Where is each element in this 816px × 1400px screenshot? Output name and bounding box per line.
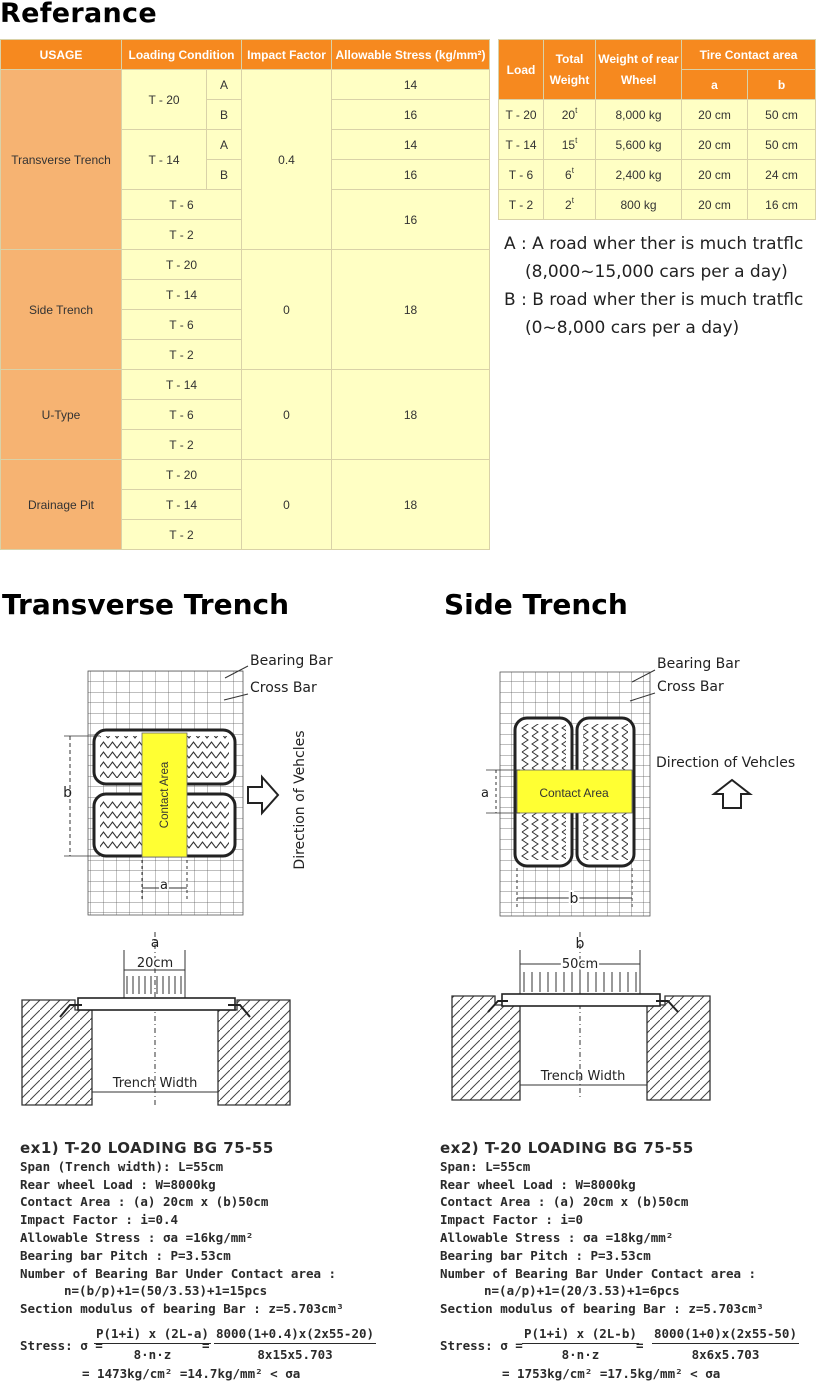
example-1-line: n=(b/p)+1=(50/3.53)+1=15pcs: [64, 1283, 268, 1299]
load-arrows: [127, 976, 181, 994]
rear-cell: 2,400 kg: [596, 160, 682, 190]
example-2-line: Section modulus of bearing Bar : z=5.703cm³: [440, 1301, 764, 1317]
transverse-trench-title: Transverse Trench: [2, 588, 290, 621]
cross-bar-label: Cross Bar: [657, 679, 724, 695]
total-cell: 6$^t$: [544, 160, 596, 190]
contact-area-label: Contact Area: [539, 786, 609, 800]
stress-cell: 14: [332, 130, 490, 160]
header-usage: USAGE: [1, 40, 122, 70]
example-2-line: Bearing bar Pitch : P=3.53cm: [440, 1247, 651, 1263]
up-arrow-icon: [714, 780, 750, 808]
right-arrow-icon: [248, 777, 278, 813]
reference-table: [0, 39, 490, 550]
example-2-line: n=(a/p)+1=(20/3.53)+1=6pcs: [484, 1283, 680, 1299]
loading-cell: T - 6: [122, 400, 242, 430]
example-1-line: Impact Factor : i=0.4: [20, 1212, 179, 1228]
usage-utype: U-Type: [1, 370, 122, 460]
cross-bar-label: Cross Bar: [250, 680, 317, 696]
loading-cell: T - 20: [122, 70, 207, 130]
stress-label: Stress: σ =: [440, 1338, 523, 1353]
loading-cell: T - 2: [122, 430, 242, 460]
formula-fraction: $\frac{8000(1+0.4)x(2x55-20)}{8x15x5.703}$: [216, 1326, 375, 1362]
transverse-plan-diagram: [0, 640, 410, 930]
example-1: [20, 1140, 344, 1318]
example-2-line: Span: L=55cm: [440, 1158, 531, 1174]
impact-cell: 0.4: [242, 70, 332, 250]
load-cell: T - 6: [499, 160, 544, 190]
header-allowable-stress: Allowable Stress (kg/mm²): [332, 40, 490, 70]
bearing-bar-label: Bearing Bar: [250, 653, 333, 669]
stress-cell: 14: [332, 70, 490, 100]
a-cell: 20 cm: [682, 100, 748, 130]
header-impact-factor: Impact Factor: [242, 40, 332, 70]
stress-cell: 16: [332, 190, 490, 250]
example-1-line: Contact Area : (a) 20cm x (b)50cm: [20, 1194, 269, 1210]
loading-cell: T - 14: [122, 370, 242, 400]
formula-fraction: $\frac{P(1+i) x (2L-a)}{8\cdot n\cdot z}$: [96, 1326, 209, 1362]
note-b: B : B road wher ther is much tratflc: [504, 290, 804, 310]
formula-fraction: $\frac{8000(1+0)x(2x55-50)}{8x6x5.703}$: [654, 1326, 797, 1362]
example-2-line: Rear wheel Load : W=8000kg: [440, 1176, 636, 1192]
b-cell: 16 cm: [748, 190, 816, 220]
rear-cell: 8,000 kg: [596, 100, 682, 130]
dim-b-label: b: [575, 936, 585, 952]
note-b-traffic: (0~8,000 cars per a day): [525, 318, 740, 338]
a-cell: 20 cm: [682, 160, 748, 190]
loading-cell: T - 14: [122, 490, 242, 520]
table-header-row: [1, 40, 490, 70]
loading-cell: T - 2: [122, 520, 242, 550]
side-plan-diagram: [440, 640, 816, 930]
class-cell: B: [207, 100, 242, 130]
example-1-heading: ex1) T-20 LOADING BG 75-55: [20, 1139, 274, 1157]
impact-cell: 0: [242, 370, 332, 460]
stress-cell: 16: [332, 100, 490, 130]
example-1-line: Section modulus of bearing Bar : z=5.703cm³: [20, 1301, 344, 1317]
stress-label: Stress: σ =: [20, 1338, 103, 1353]
table-row: [499, 160, 816, 190]
usage-transverse: Transverse Trench: [1, 70, 122, 250]
dim-a-label: a: [150, 935, 160, 951]
stress-result: = 1473kg/cm² =14.7kg/mm² < σa: [82, 1366, 301, 1381]
class-cell: B: [207, 160, 242, 190]
loading-cell: T - 20: [122, 250, 242, 280]
example-2-heading: ex2) T-20 LOADING BG 75-55: [440, 1139, 694, 1157]
dim-b-label: b: [63, 785, 72, 801]
note-a: A : A road wher ther is much tratflc: [504, 234, 804, 254]
load-cell: T - 14: [499, 130, 544, 160]
table-row: [1, 460, 490, 490]
class-cell: A: [207, 70, 242, 100]
formula-fraction: $\frac{P(1+i) x (2L-b)}{8\cdot n\cdot z}$: [524, 1326, 637, 1362]
table-row: [499, 190, 816, 220]
b-cell: 50 cm: [748, 100, 816, 130]
example-2-line: Impact Factor : i=0: [440, 1212, 583, 1228]
table-row: [1, 250, 490, 280]
direction-label: Direction of Vehcles: [656, 755, 796, 771]
example-2-line: Allowable Stress : σa =18kg/mm²: [440, 1229, 674, 1245]
header-loading-condition: Loading Condition: [122, 40, 242, 70]
loading-cell: T - 6: [122, 190, 242, 220]
bearing-bar-label: Bearing Bar: [657, 656, 740, 672]
example-2: [440, 1140, 764, 1318]
example-1-line: Span (Trench width): L=55cm: [20, 1158, 224, 1174]
load-width-value: 50cm: [561, 957, 599, 972]
usage-drainage-pit: Drainage Pit: [1, 460, 122, 550]
total-cell: 2$^t$: [544, 190, 596, 220]
rear-cell: 800 kg: [596, 190, 682, 220]
stress-cell: 18: [332, 250, 490, 370]
example-1-line: Bearing bar Pitch : P=3.53cm: [20, 1247, 231, 1263]
header-rear-weight: Weight of rear Wheel: [596, 40, 682, 100]
table-row: [1, 370, 490, 400]
loading-cell: T - 2: [122, 340, 242, 370]
impact-cell: 0: [242, 460, 332, 550]
header-a: a: [682, 70, 748, 100]
loading-cell: T - 14: [122, 280, 242, 310]
header-load: Load: [499, 40, 544, 100]
contact-area-label: Contact Area: [159, 761, 171, 829]
header-total-weight: Total Weight: [544, 40, 596, 100]
load-width-value: 20cm: [136, 956, 174, 971]
header-tire-contact: Tire Contact area: [682, 40, 816, 70]
stress-cell: 18: [332, 370, 490, 460]
trench-width-label: Trench Width: [112, 1076, 198, 1091]
table-row: [499, 100, 816, 130]
dim-b-label: b: [569, 891, 579, 907]
table-row: [1, 70, 490, 100]
side-trench-title: Side Trench: [444, 588, 628, 621]
load-cell: T - 20: [499, 100, 544, 130]
example-2-formula: Stress: σ = $\frac{P(1+i) x (2L-b)}{8\cdot n\cdot z}$ = $\frac{8000(1+0)x(2x55-50)}{8x6x5.703}$ = 1753kg/cm² =17.5kg/mm² < σa: [440, 1326, 797, 1381]
page-title: Referance: [0, 0, 157, 29]
table-header-row: [499, 40, 816, 70]
a-cell: 20 cm: [682, 190, 748, 220]
b-cell: 24 cm: [748, 160, 816, 190]
loading-cell: T - 2: [122, 220, 242, 250]
transverse-section-diagram: [0, 930, 300, 1110]
example-1-line: Number of Bearing Bar Under Contact area :: [20, 1265, 337, 1281]
example-1-line: Rear wheel Load : W=8000kg: [20, 1176, 216, 1192]
load-cell: T - 2: [499, 190, 544, 220]
load-arrows: [524, 972, 636, 992]
loading-cell: T - 20: [122, 460, 242, 490]
loading-cell: T - 6: [122, 310, 242, 340]
example-2-line: Contact Area : (a) 20cm x (b)50cm: [440, 1194, 689, 1210]
stress-cell: 16: [332, 160, 490, 190]
load-table: [498, 39, 816, 220]
impact-cell: 0: [242, 250, 332, 370]
total-cell: 15$^t$: [544, 130, 596, 160]
example-1-formula: Stress: σ = $\frac{P(1+i) x (2L-a)}{8\cdot n\cdot z}$ = $\frac{8000(1+0.4)x(2x55-20)}{8x15x5.703}$ = 1473kg/cm² =14.7kg/mm² < σa: [20, 1326, 375, 1381]
header-b: b: [748, 70, 816, 100]
trench-width-label: Trench Width: [540, 1069, 626, 1084]
stress-cell: 18: [332, 460, 490, 550]
stress-result: = 1753kg/cm² =17.5kg/mm² < σa: [502, 1366, 721, 1381]
total-cell: 20$^t$: [544, 100, 596, 130]
a-cell: 20 cm: [682, 130, 748, 160]
example-1-line: Allowable Stress : σa =16kg/mm²: [20, 1229, 254, 1245]
b-cell: 50 cm: [748, 130, 816, 160]
loading-cell: T - 14: [122, 130, 207, 190]
table-row: [499, 130, 816, 160]
dim-a-label: a: [160, 878, 168, 893]
class-cell: A: [207, 130, 242, 160]
note-a-traffic: (8,000~15,000 cars per a day): [525, 262, 788, 282]
rear-cell: 5,600 kg: [596, 130, 682, 160]
dim-a-label: a: [481, 786, 489, 801]
side-section-diagram: [440, 930, 740, 1110]
usage-side: Side Trench: [1, 250, 122, 370]
direction-label: Direction of Vehcles: [292, 730, 308, 870]
example-2-line: Number of Bearing Bar Under Contact area :: [440, 1265, 757, 1281]
